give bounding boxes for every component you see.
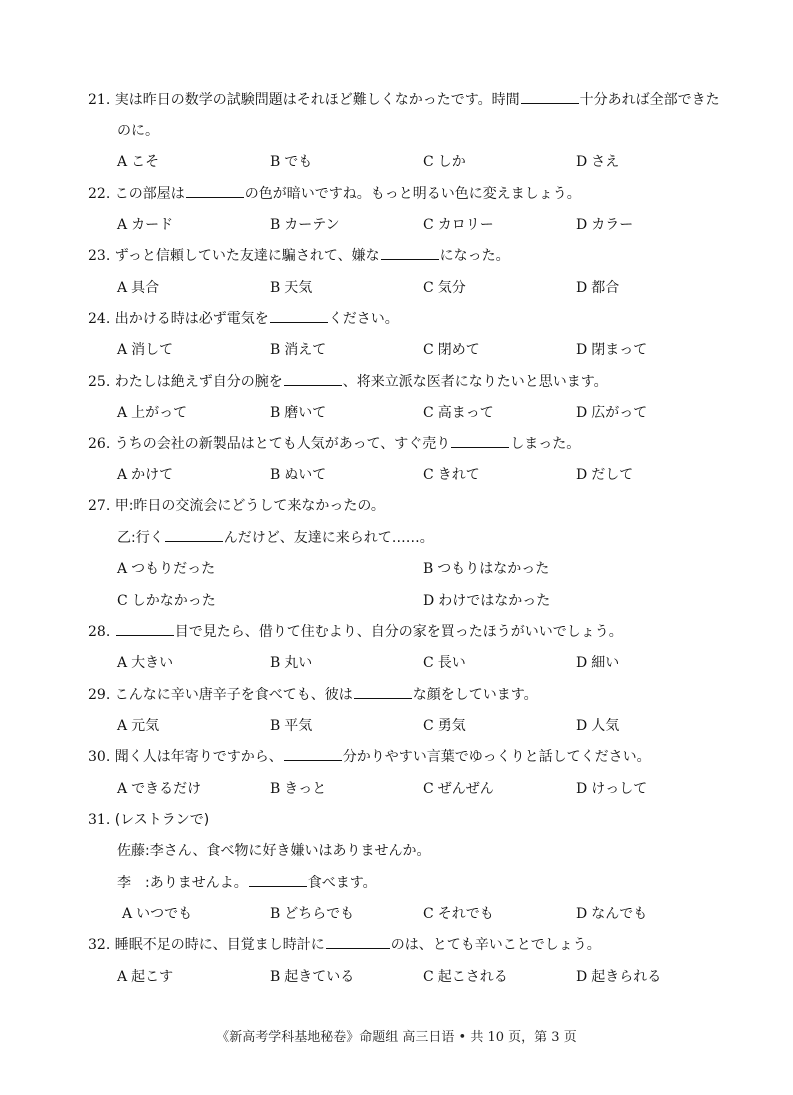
option-c[interactable]: C きれて	[423, 467, 480, 483]
question-text: の色が暗いですね。もっと明るい色に変えましょう。	[244, 186, 581, 202]
option-d[interactable]: D 人気	[576, 718, 620, 734]
question-text: ずっと信頼していた友達に騙されて、嫌な	[114, 248, 380, 264]
question-31-line2: 佐藤:李さん、食べ物に好き嫌いはありませんか。	[117, 843, 431, 859]
question-26	[88, 435, 580, 453]
option-b[interactable]: B 起きている	[270, 969, 355, 985]
option-a[interactable]: A 消して	[117, 342, 174, 358]
option-a[interactable]: A 元気	[117, 718, 160, 734]
question-number: 30.	[88, 749, 111, 765]
question-number: 24.	[88, 311, 111, 327]
question-text: のは、とても辛いことでしょう。	[390, 937, 601, 953]
question-number: 21.	[88, 92, 111, 108]
question-text: 目で見たら、借りて住むより、自分の家を買ったほうがいいでしょう。	[174, 624, 623, 640]
option-a[interactable]: A いつでも	[122, 906, 193, 922]
dialogue-line: 李 :ありませんよ。	[117, 875, 248, 891]
question-21-continuation: のに。	[117, 123, 159, 139]
option-d[interactable]: D 起きられる	[576, 969, 662, 985]
option-b[interactable]: B 磨いて	[270, 405, 327, 421]
options-32	[117, 968, 677, 986]
question-28	[88, 623, 623, 641]
answer-blank	[451, 435, 509, 448]
option-c[interactable]: C ぜんぜん	[423, 781, 494, 797]
option-c[interactable]: C 閉めて	[423, 342, 480, 358]
option-a[interactable]: A 大きい	[117, 655, 174, 671]
question-text: 十分あれば全部できた	[579, 92, 720, 108]
question-number: 26.	[88, 436, 111, 452]
dialogue-line: 乙:行く	[117, 530, 164, 546]
option-c[interactable]: C それでも	[423, 906, 494, 922]
question-31-line3	[117, 874, 377, 892]
answer-blank	[284, 373, 342, 386]
options-29	[117, 717, 677, 735]
option-c[interactable]: C カロリー	[423, 217, 494, 233]
option-c[interactable]: C 気分	[423, 280, 466, 296]
answer-blank	[186, 185, 244, 198]
options-25	[117, 404, 677, 422]
question-27	[88, 497, 385, 515]
option-b[interactable]: B カーテン	[270, 217, 340, 233]
option-d[interactable]: D けっして	[576, 781, 648, 797]
option-c[interactable]: C 長い	[423, 655, 466, 671]
option-d[interactable]: D 広がって	[576, 405, 648, 421]
dialogue-line: んだけど、友達に来られて……。	[223, 530, 434, 546]
options-22	[117, 216, 677, 234]
scene-note: (レストランで)	[114, 812, 210, 828]
answer-blank	[521, 91, 579, 104]
options-28	[117, 654, 677, 672]
option-d[interactable]: D なんでも	[576, 906, 648, 922]
question-number: 25.	[88, 374, 111, 390]
answer-blank	[381, 247, 439, 260]
option-d[interactable]: D 細い	[576, 655, 620, 671]
option-a[interactable]: A カード	[117, 217, 174, 233]
option-d[interactable]: D 都合	[576, 280, 620, 296]
option-b[interactable]: B ぬいて	[270, 467, 327, 483]
question-21	[88, 91, 720, 109]
dialogue-line: 甲:昨日の交流会にどうして来なかったの。	[114, 498, 385, 514]
question-text: わたしは絶えず自分の腕を	[114, 374, 283, 390]
option-a[interactable]: A つもりだった	[117, 561, 216, 577]
question-text: 、将来立派な医者になりたいと思います。	[342, 374, 608, 390]
options-30	[117, 780, 677, 798]
question-text: こんなに辛い唐辛子を食べても、彼は	[114, 687, 353, 703]
question-number: 32.	[88, 937, 111, 953]
dialogue-line: 食べます。	[307, 875, 377, 891]
question-27-reply	[117, 529, 434, 547]
question-22	[88, 185, 581, 203]
question-text: 出かける時は必ず電気を	[114, 311, 269, 327]
option-b[interactable]: B 天気	[270, 280, 313, 296]
question-number: 23.	[88, 248, 111, 264]
question-text: この部屋は	[114, 186, 185, 202]
question-text: になった。	[439, 248, 510, 264]
question-25	[88, 373, 608, 391]
option-d[interactable]: D わけではなかった	[423, 593, 551, 609]
answer-blank	[249, 874, 307, 887]
option-b[interactable]: B どちらでも	[270, 906, 355, 922]
question-text: しまった。	[510, 436, 581, 452]
question-number: 22.	[88, 186, 111, 202]
question-30	[88, 748, 651, 766]
question-31	[88, 811, 209, 829]
option-d[interactable]: D だして	[576, 467, 634, 483]
answer-blank	[270, 310, 328, 323]
question-text: 睡眠不足の時に、目覚まし時計に	[114, 937, 325, 953]
question-32	[88, 936, 601, 954]
option-a[interactable]: A 具合	[117, 280, 160, 296]
question-text: な顔をしています。	[412, 687, 538, 703]
options-27-row2	[117, 592, 677, 610]
question-number: 28.	[88, 624, 111, 640]
answer-blank	[284, 748, 342, 761]
option-a[interactable]: A こそ	[117, 154, 160, 170]
options-26	[117, 466, 677, 484]
option-c[interactable]: C 起こされる	[423, 969, 508, 985]
question-number: 29.	[88, 687, 111, 703]
option-b[interactable]: B でも	[270, 154, 313, 170]
answer-blank	[354, 686, 412, 699]
option-a[interactable]: A かけて	[117, 467, 174, 483]
option-c[interactable]: C 高まって	[423, 405, 494, 421]
question-number: 27.	[88, 498, 111, 514]
question-text: うちの会社の新製品はとても人気があって、すぐ売り	[114, 436, 451, 452]
option-d[interactable]: D カラー	[576, 217, 634, 233]
options-31	[122, 905, 682, 923]
option-a[interactable]: A 起こす	[117, 969, 174, 985]
options-23	[117, 279, 677, 297]
option-b[interactable]: B 消えて	[270, 342, 327, 358]
question-29	[88, 686, 538, 704]
option-a[interactable]: A 上がって	[117, 405, 188, 421]
options-27-row1	[117, 560, 677, 578]
question-number: 31.	[88, 812, 111, 828]
option-b[interactable]: B つもりはなかった	[423, 561, 550, 577]
options-21	[117, 153, 677, 171]
option-c[interactable]: C しか	[423, 154, 466, 170]
option-b[interactable]: B 平気	[270, 718, 313, 734]
option-b[interactable]: B 丸い	[270, 655, 313, 671]
option-d[interactable]: D 閉まって	[576, 342, 648, 358]
question-text: 実は昨日の数学の試験問題はそれほど難しくなかったです。時間	[114, 92, 520, 108]
question-text: 聞く人は年寄りですから、	[114, 749, 283, 765]
question-text: ください。	[328, 311, 399, 327]
option-c[interactable]: C しかなかった	[117, 593, 216, 609]
answer-blank	[116, 623, 174, 636]
answer-blank	[165, 529, 223, 542]
page-footer: 《新高考学科基地秘卷》命题组 高三日语 • 共 10 页，第 3 页	[216, 1030, 577, 1045]
option-c[interactable]: C 勇気	[423, 718, 466, 734]
question-text: 分かりやすい言葉でゆっくりと話してください。	[342, 749, 651, 765]
options-24	[117, 341, 677, 359]
option-d[interactable]: D さえ	[576, 154, 620, 170]
option-a[interactable]: A できるだけ	[117, 781, 202, 797]
option-b[interactable]: B きっと	[270, 781, 327, 797]
answer-blank	[326, 936, 390, 949]
question-23	[88, 247, 510, 265]
question-24	[88, 310, 399, 328]
